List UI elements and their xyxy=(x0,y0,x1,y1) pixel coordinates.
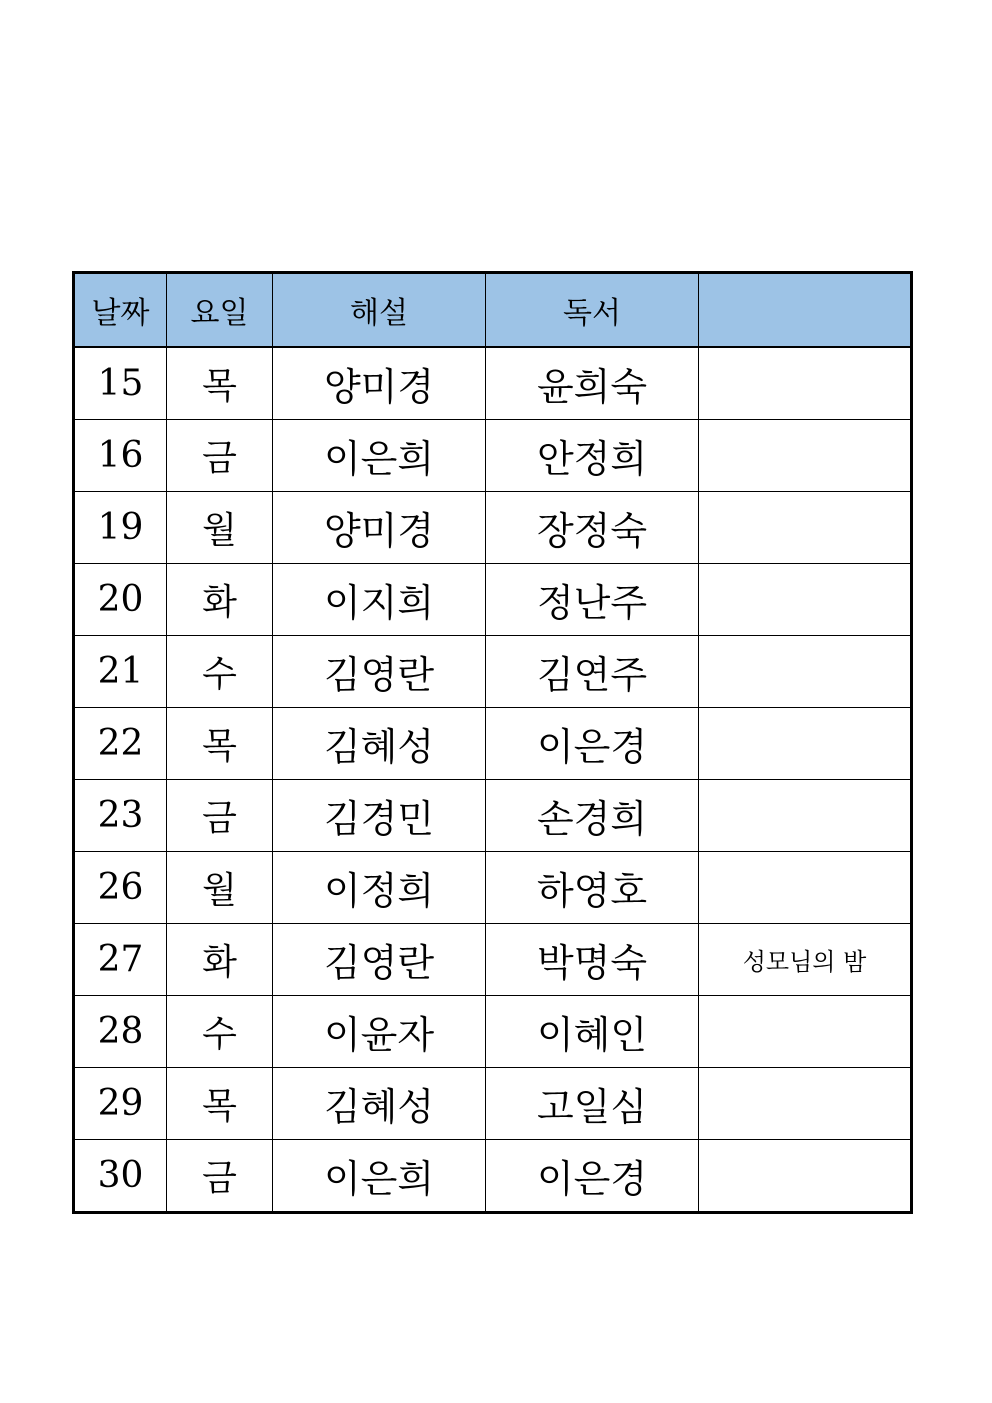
table-row xyxy=(74,564,912,636)
date-cell: 21 xyxy=(74,636,167,708)
table-row xyxy=(74,636,912,708)
note-cell xyxy=(699,636,912,708)
commentary-cell: 이은희 xyxy=(273,1140,486,1213)
note-cell xyxy=(699,708,912,780)
reading-cell: 박명숙 xyxy=(486,924,699,996)
date-cell: 23 xyxy=(74,780,167,852)
reading-cell: 안정희 xyxy=(486,420,699,492)
day-cell: 수 xyxy=(167,996,273,1068)
reading-cell: 고일심 xyxy=(486,1068,699,1140)
table-row xyxy=(74,996,912,1068)
reading-cell: 장정숙 xyxy=(486,492,699,564)
reading-cell: 김연주 xyxy=(486,636,699,708)
commentary-cell: 김경민 xyxy=(273,780,486,852)
header-commentary: 해설 xyxy=(273,273,486,348)
day-cell: 수 xyxy=(167,636,273,708)
table-row xyxy=(74,1140,912,1213)
commentary-cell: 김영란 xyxy=(273,636,486,708)
date-cell: 27 xyxy=(74,924,167,996)
reading-cell: 이혜인 xyxy=(486,996,699,1068)
commentary-cell: 양미경 xyxy=(273,492,486,564)
commentary-cell: 김혜성 xyxy=(273,708,486,780)
header-date: 날짜 xyxy=(74,273,167,348)
note-cell xyxy=(699,1068,912,1140)
table-body xyxy=(74,347,912,1213)
commentary-cell: 이지희 xyxy=(273,564,486,636)
header-row xyxy=(74,273,912,348)
note-cell xyxy=(699,996,912,1068)
note-cell xyxy=(699,1140,912,1213)
date-cell: 22 xyxy=(74,708,167,780)
day-cell: 화 xyxy=(167,564,273,636)
commentary-cell: 이정희 xyxy=(273,852,486,924)
date-cell: 28 xyxy=(74,996,167,1068)
day-cell: 목 xyxy=(167,708,273,780)
commentary-cell: 이윤자 xyxy=(273,996,486,1068)
table-row xyxy=(74,492,912,564)
commentary-cell: 양미경 xyxy=(273,347,486,420)
reading-cell: 이은경 xyxy=(486,708,699,780)
table-row xyxy=(74,924,912,996)
day-cell: 목 xyxy=(167,1068,273,1140)
date-cell: 15 xyxy=(74,347,167,420)
date-cell: 29 xyxy=(74,1068,167,1140)
note-cell: 성모님의 밤 xyxy=(699,924,912,996)
date-cell: 26 xyxy=(74,852,167,924)
table-header xyxy=(74,273,912,348)
table-row xyxy=(74,708,912,780)
commentary-cell: 김혜성 xyxy=(273,1068,486,1140)
day-cell: 금 xyxy=(167,780,273,852)
note-cell xyxy=(699,420,912,492)
commentary-cell: 김영란 xyxy=(273,924,486,996)
day-cell: 금 xyxy=(167,1140,273,1213)
note-cell xyxy=(699,852,912,924)
date-cell: 19 xyxy=(74,492,167,564)
header-note xyxy=(699,273,912,348)
header-reading: 독서 xyxy=(486,273,699,348)
reading-cell: 이은경 xyxy=(486,1140,699,1213)
reading-cell: 정난주 xyxy=(486,564,699,636)
date-cell: 20 xyxy=(74,564,167,636)
schedule-table xyxy=(72,271,913,1214)
header-day: 요일 xyxy=(167,273,273,348)
day-cell: 금 xyxy=(167,420,273,492)
note-cell xyxy=(699,492,912,564)
reading-cell: 하영호 xyxy=(486,852,699,924)
table-row xyxy=(74,1068,912,1140)
table-row xyxy=(74,852,912,924)
day-cell: 목 xyxy=(167,347,273,420)
date-cell: 30 xyxy=(74,1140,167,1213)
day-cell: 화 xyxy=(167,924,273,996)
day-cell: 월 xyxy=(167,492,273,564)
table-row xyxy=(74,780,912,852)
table-row xyxy=(74,347,912,420)
commentary-cell: 이은희 xyxy=(273,420,486,492)
note-cell xyxy=(699,347,912,420)
reading-cell: 손경희 xyxy=(486,780,699,852)
table-row xyxy=(74,420,912,492)
note-cell xyxy=(699,780,912,852)
reading-cell: 윤희숙 xyxy=(486,347,699,420)
day-cell: 월 xyxy=(167,852,273,924)
note-cell xyxy=(699,564,912,636)
date-cell: 16 xyxy=(74,420,167,492)
